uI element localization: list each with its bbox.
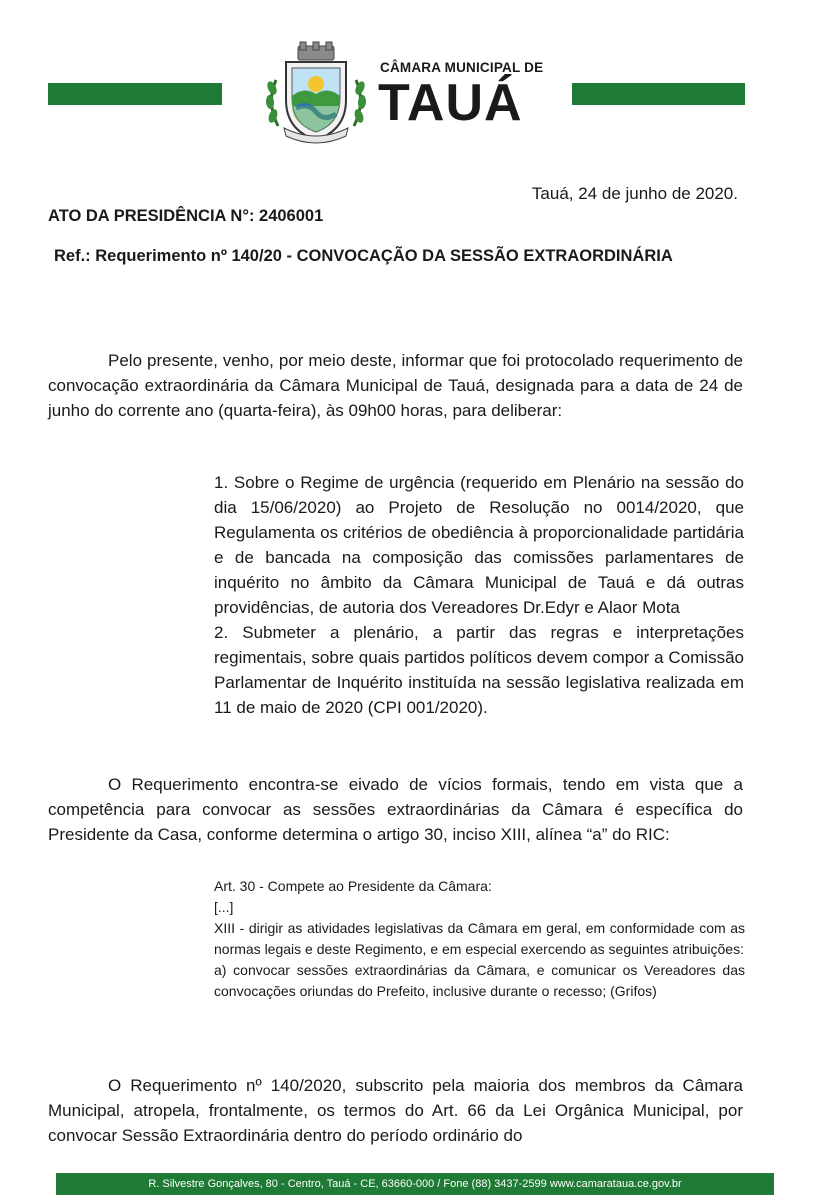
list-item: 1. Sobre o Regime de urgência (requerido em Plenário na sessão do dia 15/06/2020) ao Projeto de Resolução no 0014/2020, que Regulamenta os critérios de obediência à proporcionalidade partidária e de bancada na composição das comissões parlamentares de inquérito no âmbito da Câmara Municipal de Tauá e dá outras providências, de autoria dos Vereadores Dr.Edyr e Alaor Mota	[214, 473, 744, 617]
list-item: 2. Submeter a plenário, a partir das regras e interpretações regimentais, sobre quais partidos políticos devem compor a Comissão Parlamentar de Inquérito instituída na sessão legislativa realizada em 11 de maio de 2020 (CPI 001/2020).	[214, 623, 744, 717]
chamber-name-big: TAUÁ	[378, 74, 523, 132]
quote-line: a) convocar sessões extraordinárias da Câmara, e comunicar os Vereadores das convocações oriundas do Prefeito, inclusive durante o recesso; (Grifos)	[214, 962, 745, 999]
intro-paragraph: Pelo presente, venho, por meio deste, informar que foi protocolado requerimento de convocação extraordinária da Câmara Municipal de Tauá, designada para a data de 24 de junho do corrente ano (quarta-feira), às 09h00 horas, para deliberar:	[48, 351, 743, 420]
closing-paragraph: O Requerimento nº 140/2020, subscrito pela maioria dos membros da Câmara Municipal, atropela, frontalmente, os termos do Art. 66 da Lei Orgânica Municipal, por convocar Sessão Extraordinária dentro do período ordinário do	[48, 1076, 743, 1145]
reference-line: Ref.: Requerimento nº 140/20 - CONVOCAÇÃO DA SESSÃO EXTRAORDINÁRIA	[54, 247, 673, 265]
quote-line: XIII - dirigir as atividades legislativas da Câmara em geral, em conformidade com as normas legais e deste Regimento, e em especial exercendo as seguintes atribuições:	[214, 920, 745, 957]
quote-line: Art. 30 - Compete ao Presidente da Câmara:	[214, 878, 492, 894]
regulation-quote	[214, 876, 745, 1002]
header-bar-left	[48, 83, 222, 105]
quote-line: [...]	[214, 899, 234, 915]
deliberation-items	[214, 470, 744, 720]
footer-address-bar: R. Silvestre Gonçalves, 80 - Centro, Tauá - CE, 63660-000 / Fone (88) 3437-2599 www.camarataua.ce.gov.br	[56, 1173, 774, 1195]
chamber-name-small: CÂMARA MUNICIPAL DE	[380, 60, 544, 75]
header-bar-right	[572, 83, 745, 105]
municipal-coat-of-arms-icon	[262, 40, 370, 148]
document-date: Tauá, 24 de junho de 2020.	[531, 184, 738, 203]
formal-defects-paragraph: O Requerimento encontra-se eivado de vícios formais, tendo em vista que a competência para convocar as sessões extraordinárias da Câmara é específica do Presidente da Casa, conforme determina o artigo 30, inciso XIII, alínea “a” do RIC:	[48, 775, 743, 844]
act-number: ATO DA PRESIDÊNCIA N°: 2406001	[48, 207, 324, 225]
